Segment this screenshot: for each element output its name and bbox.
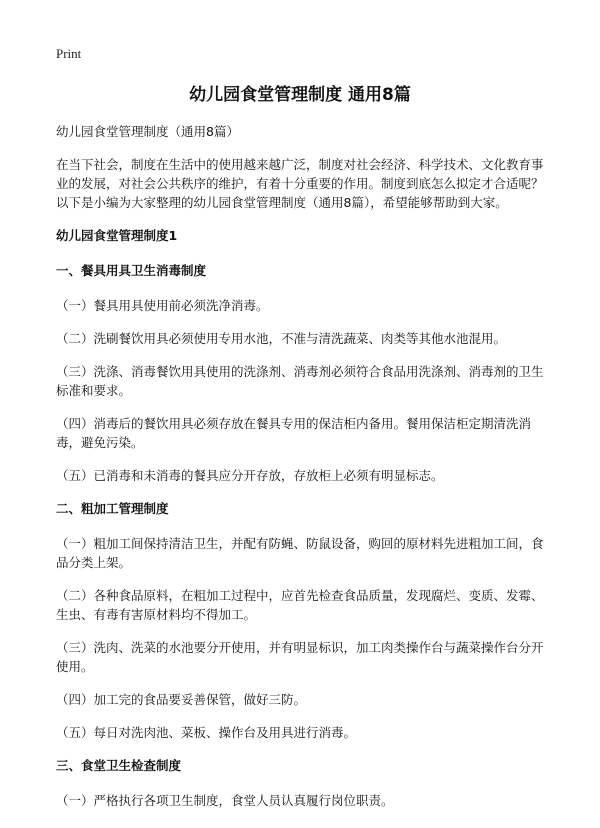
list-item: （四）消毒后的餐饮用具必须存放在餐具专用的保洁柜内备用。餐用保洁柜定期清洗消毒，避免污染。 — [56, 416, 532, 450]
list-item: （三）洗肉、洗菜的水池要分开使用，并有明显标识，加工肉类操作台与蔬菜操作台分开使用。 — [56, 640, 544, 674]
list-item: （一）餐具用具使用前必须洗净消毒。 — [56, 298, 269, 313]
list-item: （五）每日对洗肉池、菜板、操作台及用具进行消毒。 — [56, 725, 357, 740]
list-item: （二）各种食品原料，在粗加工过程中，应首先检查食品质量，发现腐烂、变质、发霉、生虫、有毒有害原材料均不得加工。 — [56, 588, 544, 622]
document-body — [56, 122, 550, 824]
list-item: （一）严格执行各项卫生制度，食堂人员认真履行岗位职责。 — [56, 793, 394, 808]
intro-paragraph: 在当下社会，制度在生活中的使用越来越广泛，制度对社会经济、科学技术、文化教育事业的发展，对社会公共秩序的维护，有着十分重要的作用。制度到底怎么拟定才合适呢？以下是小编为大家整理的幼儿园食堂管理制度（通用8篇），希望能够帮助到大家。 — [56, 157, 544, 210]
page-title: 幼儿园食堂管理制度 通用8篇 — [189, 85, 411, 105]
list-item: （五）已消毒和未消毒的餐具应分开存放，存放柜上必须有明显标志。 — [56, 468, 444, 483]
print-label: Print — [56, 46, 82, 61]
list-item: （四）加工完的食品要妥善保管，做好三防。 — [56, 692, 307, 707]
list-item: （二）洗刷餐饮用具必须使用专用水池，不准与清洗蔬菜、肉类等其他水池混用。 — [56, 331, 507, 346]
section-heading: 二、粗加工管理制度 — [56, 501, 169, 516]
list-item: （一）粗加工间保持清洁卫生，并配有防蝇、防鼠设备，购回的原材料先进粗加工间，食品分类上架。 — [56, 536, 544, 570]
part-title: 幼儿园食堂管理制度1 — [56, 228, 178, 243]
section-heading: 三、食堂卫生检查制度 — [56, 758, 182, 773]
section-heading: 一、餐具用具卫生消毒制度 — [56, 263, 207, 278]
document-subtitle: 幼儿园食堂管理制度（通用8篇） — [56, 124, 239, 139]
list-item: （三）洗涤、消毒餐饮用具使用的洗涤剂、消毒剂必须符合食品用洗涤剂、消毒剂的卫生标准和要求。 — [56, 364, 544, 398]
